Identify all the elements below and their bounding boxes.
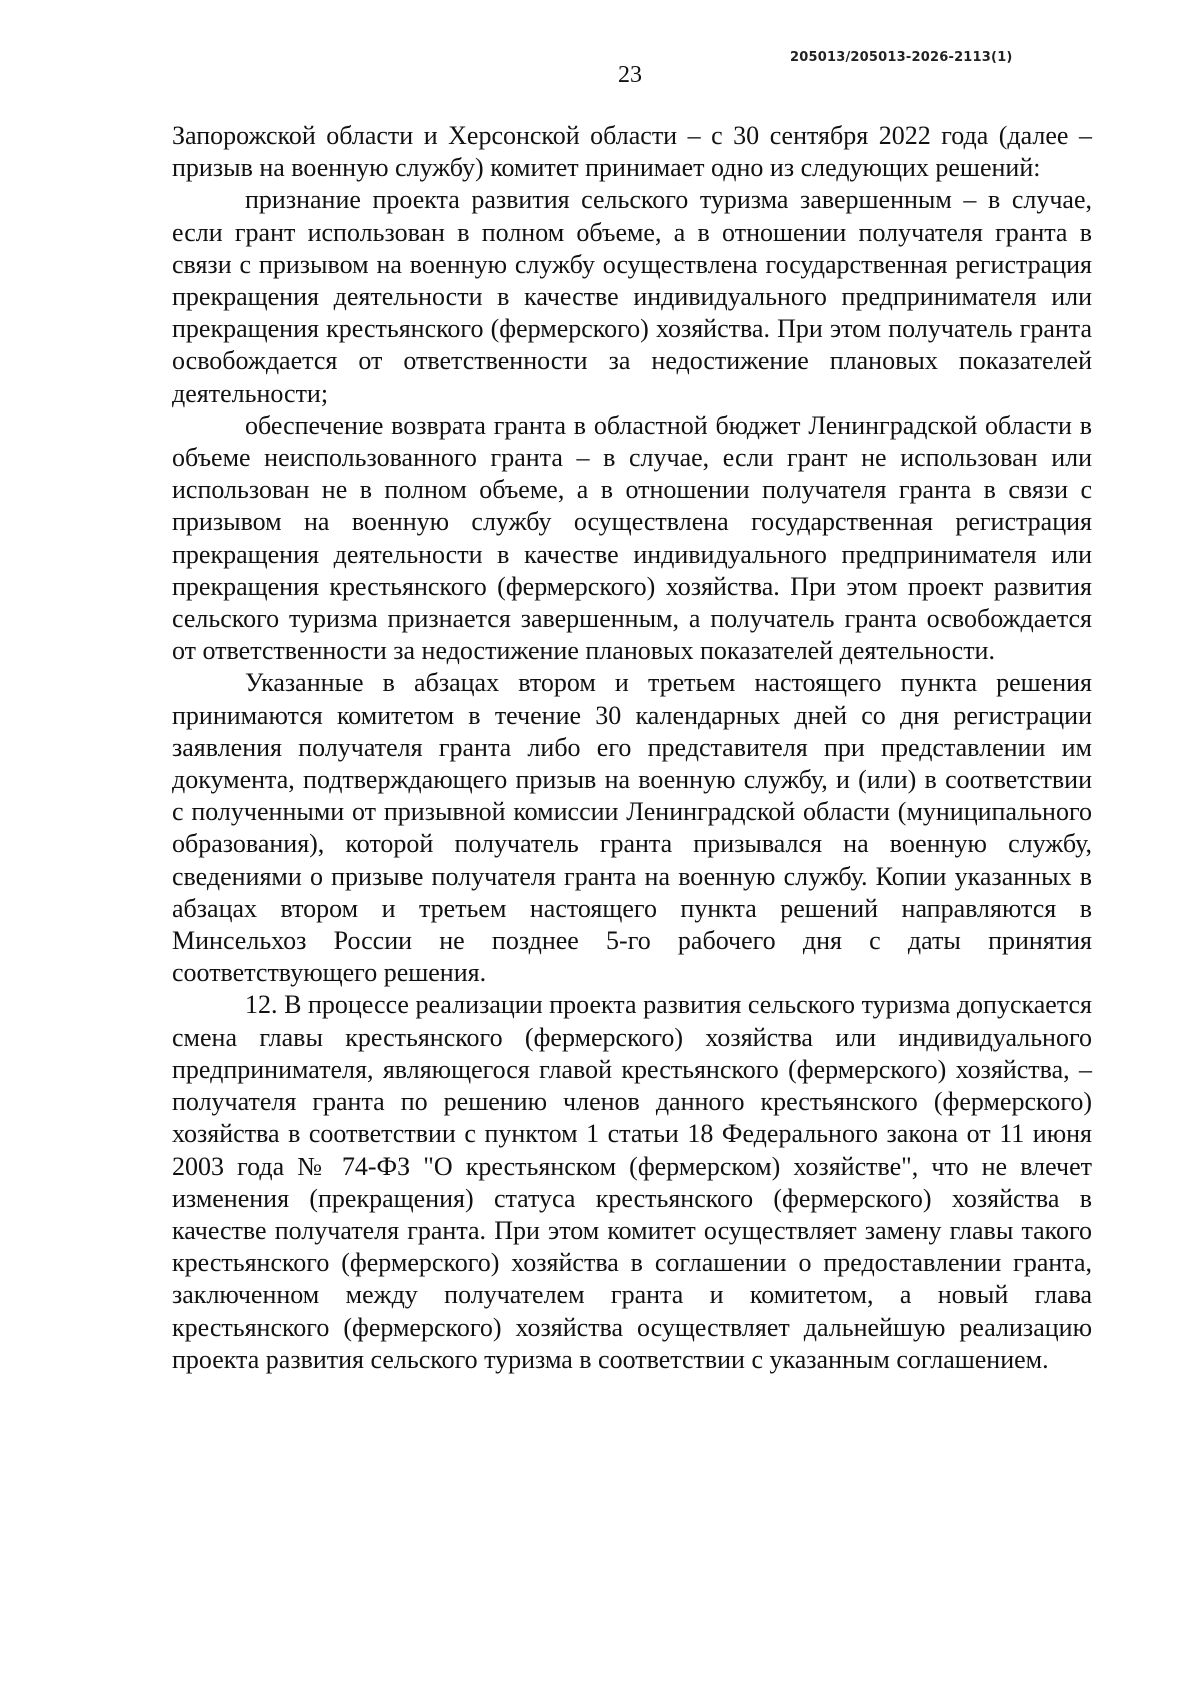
paragraph-item-12: 12. В процессе реализации проекта развития сельского туризма допускается смена главы крестьянского (фермерского) хозяйства или индивидуального предпринимателя, являющегося главой крестьянского (фермерского) хозяйства, – получателя гранта по решению членов данного крестьянского (фермерского) хозяйства в соответствии с пунктом 1 статьи 18 Федерального закона от 11 июня 2003 года № 74-ФЗ "О крестьянском (фермерском) хозяйстве", что не влечет изменения (прекращения) статуса крестьянского (фермерского) хозяйства в качестве получателя гранта. При этом комитет осуществляет замену главы такого крестьянского (фермерского) хозяйства в соглашении о предоставлении гранта, заключенном между получателем гранта и комитетом, а новый глава крестьянского (фермерского) хозяйства осуществляет дальнейшую реализацию проекта развития сельского туризма в соответствии с указанным соглашением. xyxy=(172,990,1092,1374)
page-number: 23 xyxy=(618,62,642,88)
paragraph-decision-return-grant: обеспечение возврата гранта в областной бюджет Ленинградской области в объеме неиспользованного гранта – в случае, если грант не использован или использован не в полном объеме, а в отношении получателя гранта в связи с призывом на военную службу осуществлена государственная регистрация прекращения деятельности в качестве индивидуального предпринимателя или прекращения крестьянского (фермерского) хозяйства. При этом проект развития сельского туризма признается завершенным, а получатель гранта освобождается от ответственности за недостижение плановых показателей деятельности. xyxy=(172,410,1092,666)
paragraph-decision-terms: Указанные в абзацах втором и третьем настоящего пункта решения принимаются комитетом в течение 30 календарных дней со дня регистрации заявления получателя гранта либо его представителя при представлении им документа, подтверждающего призыв на военную службу, и (или) в соответствии с полученными от призывной комиссии Ленинградской области (муниципального образования), которой получатель гранта призывался на военную службу, сведениями о призыве получателя гранта на военную службу. Копии указанных в абзацах втором и третьем настоящего пункта решений направляются в Минсельхоз России не позднее 5-го рабочего дня с даты принятия соответствующего решения. xyxy=(172,668,1092,988)
paragraph-continuation: Запорожской области и Херсонской области – с 30 сентября 2022 года (далее – призыв на военную службу) комитет принимает одно из следующих решений: xyxy=(172,121,1092,183)
document-registration-number: 205013/205013-2026-2113(1) xyxy=(790,50,1013,65)
document-body xyxy=(172,120,1092,1376)
paragraph-decision-completed: признание проекта развития сельского туризма завершенным – в случае, если грант использован в полном объеме, а в отношении получателя гранта в связи с призывом на военную службу осуществлена государственная регистрация прекращения деятельности в качестве индивидуального предпринимателя или прекращения крестьянского (фермерского) хозяйства. При этом получатель гранта освобождается от ответственности за недостижение плановых показателей деятельности; xyxy=(172,185,1092,408)
